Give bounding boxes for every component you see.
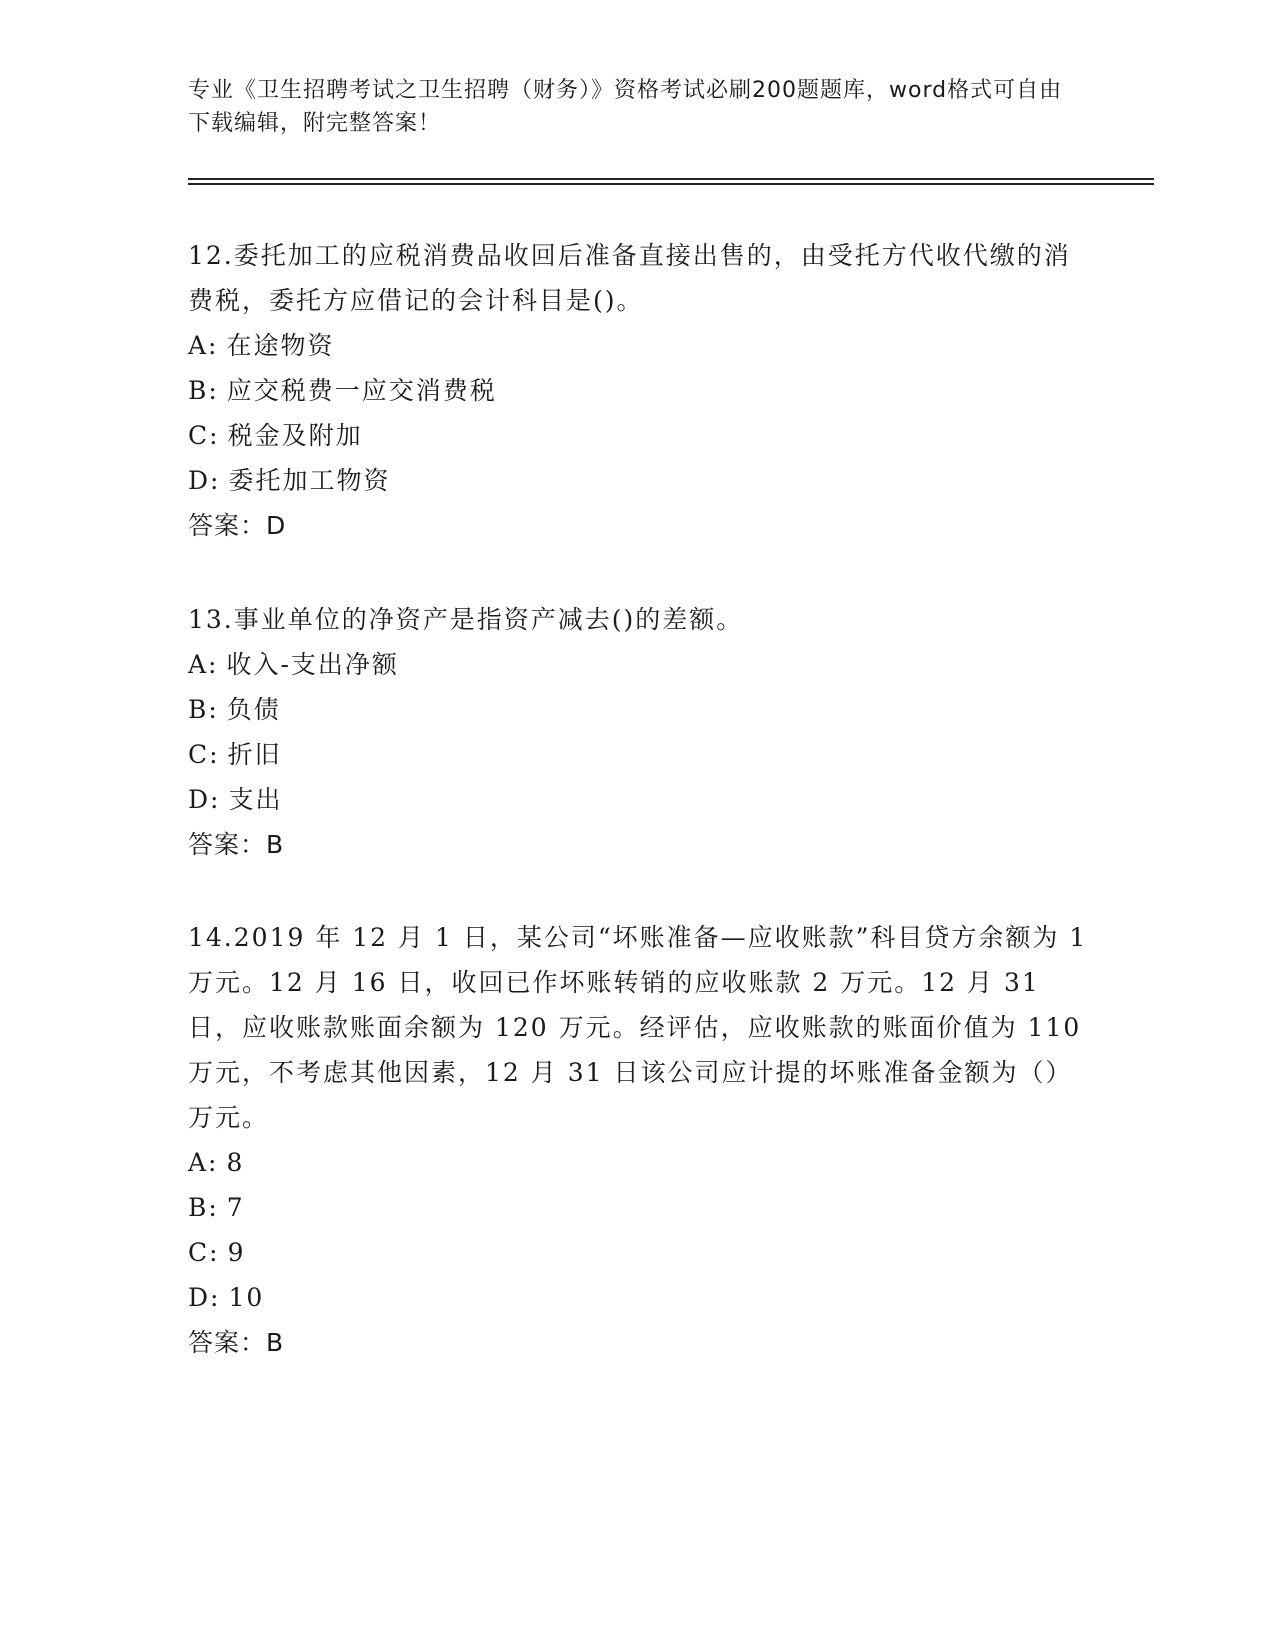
option-text: 支出 bbox=[228, 785, 283, 814]
option-text: 10 bbox=[228, 1283, 265, 1312]
answer: 答案：D bbox=[188, 511, 287, 540]
option-text: 7 bbox=[226, 1193, 245, 1222]
option-key: C: bbox=[188, 1238, 220, 1267]
option-d bbox=[188, 1275, 1088, 1320]
option-key: B: bbox=[188, 695, 219, 724]
option-d bbox=[188, 777, 1088, 822]
option-key: D: bbox=[188, 1283, 221, 1312]
option-key: B: bbox=[188, 1193, 219, 1222]
option-text: 8 bbox=[226, 1148, 245, 1177]
option-c bbox=[188, 1230, 1088, 1275]
option-key: C: bbox=[188, 421, 220, 450]
option-text: 收入-支出净额 bbox=[226, 650, 399, 679]
question-13 bbox=[188, 597, 1088, 867]
option-text: 应交税费一应交消费税 bbox=[226, 376, 497, 405]
header-divider-top bbox=[188, 178, 1154, 180]
option-key: A: bbox=[188, 1148, 219, 1177]
document-intro: 专业《卫生招聘考试之卫生招聘（财务）》资格考试必刷200题题库，word格式可自由下载编辑，附完整答案！ bbox=[188, 78, 1063, 136]
question-14 bbox=[188, 915, 1088, 1365]
question-stem: 12.委托加工的应税消费品收回后准备直接出售的，由受托方代收代缴的消费税，委托方应借记的会计科目是()。 bbox=[188, 241, 1071, 315]
question-stem: 13.事业单位的净资产是指资产减去()的差额。 bbox=[188, 605, 744, 634]
answer: 答案：B bbox=[188, 830, 285, 859]
option-text: 折旧 bbox=[227, 740, 282, 769]
option-text: 税金及附加 bbox=[227, 421, 363, 450]
question-12 bbox=[188, 233, 1088, 548]
option-text: 在途物资 bbox=[226, 331, 335, 360]
option-key: D: bbox=[188, 466, 221, 495]
option-key: D: bbox=[188, 785, 221, 814]
option-c bbox=[188, 413, 1088, 458]
option-b bbox=[188, 368, 1088, 413]
answer: 答案：B bbox=[188, 1328, 285, 1357]
option-b bbox=[188, 1185, 1088, 1230]
option-key: C: bbox=[188, 740, 220, 769]
option-text: 委托加工物资 bbox=[228, 466, 391, 495]
header-divider-bottom bbox=[188, 183, 1154, 185]
question-stem: 14.2019 年 12 月 1 日，某公司“坏账准备—应收账款”科目贷方余额为 1 万元。12 月 16 日，收回已作坏账转销的应收账款 2 万元。12 月 31 日，应收账款账面余额为 120 万元。经评估，应收账款的账面价值为 110 万元，不考虑其他因素，12 月 31 日该公司应计提的坏账准备金额为（）万元。 bbox=[188, 923, 1088, 1132]
option-text: 9 bbox=[227, 1238, 246, 1267]
option-a bbox=[188, 642, 1088, 687]
option-text: 负债 bbox=[226, 695, 281, 724]
option-c bbox=[188, 732, 1088, 777]
option-a bbox=[188, 1140, 1088, 1185]
option-a bbox=[188, 323, 1088, 368]
option-d bbox=[188, 458, 1088, 503]
option-key: A: bbox=[188, 331, 219, 360]
option-key: A: bbox=[188, 650, 219, 679]
option-key: B: bbox=[188, 376, 219, 405]
option-b bbox=[188, 687, 1088, 732]
